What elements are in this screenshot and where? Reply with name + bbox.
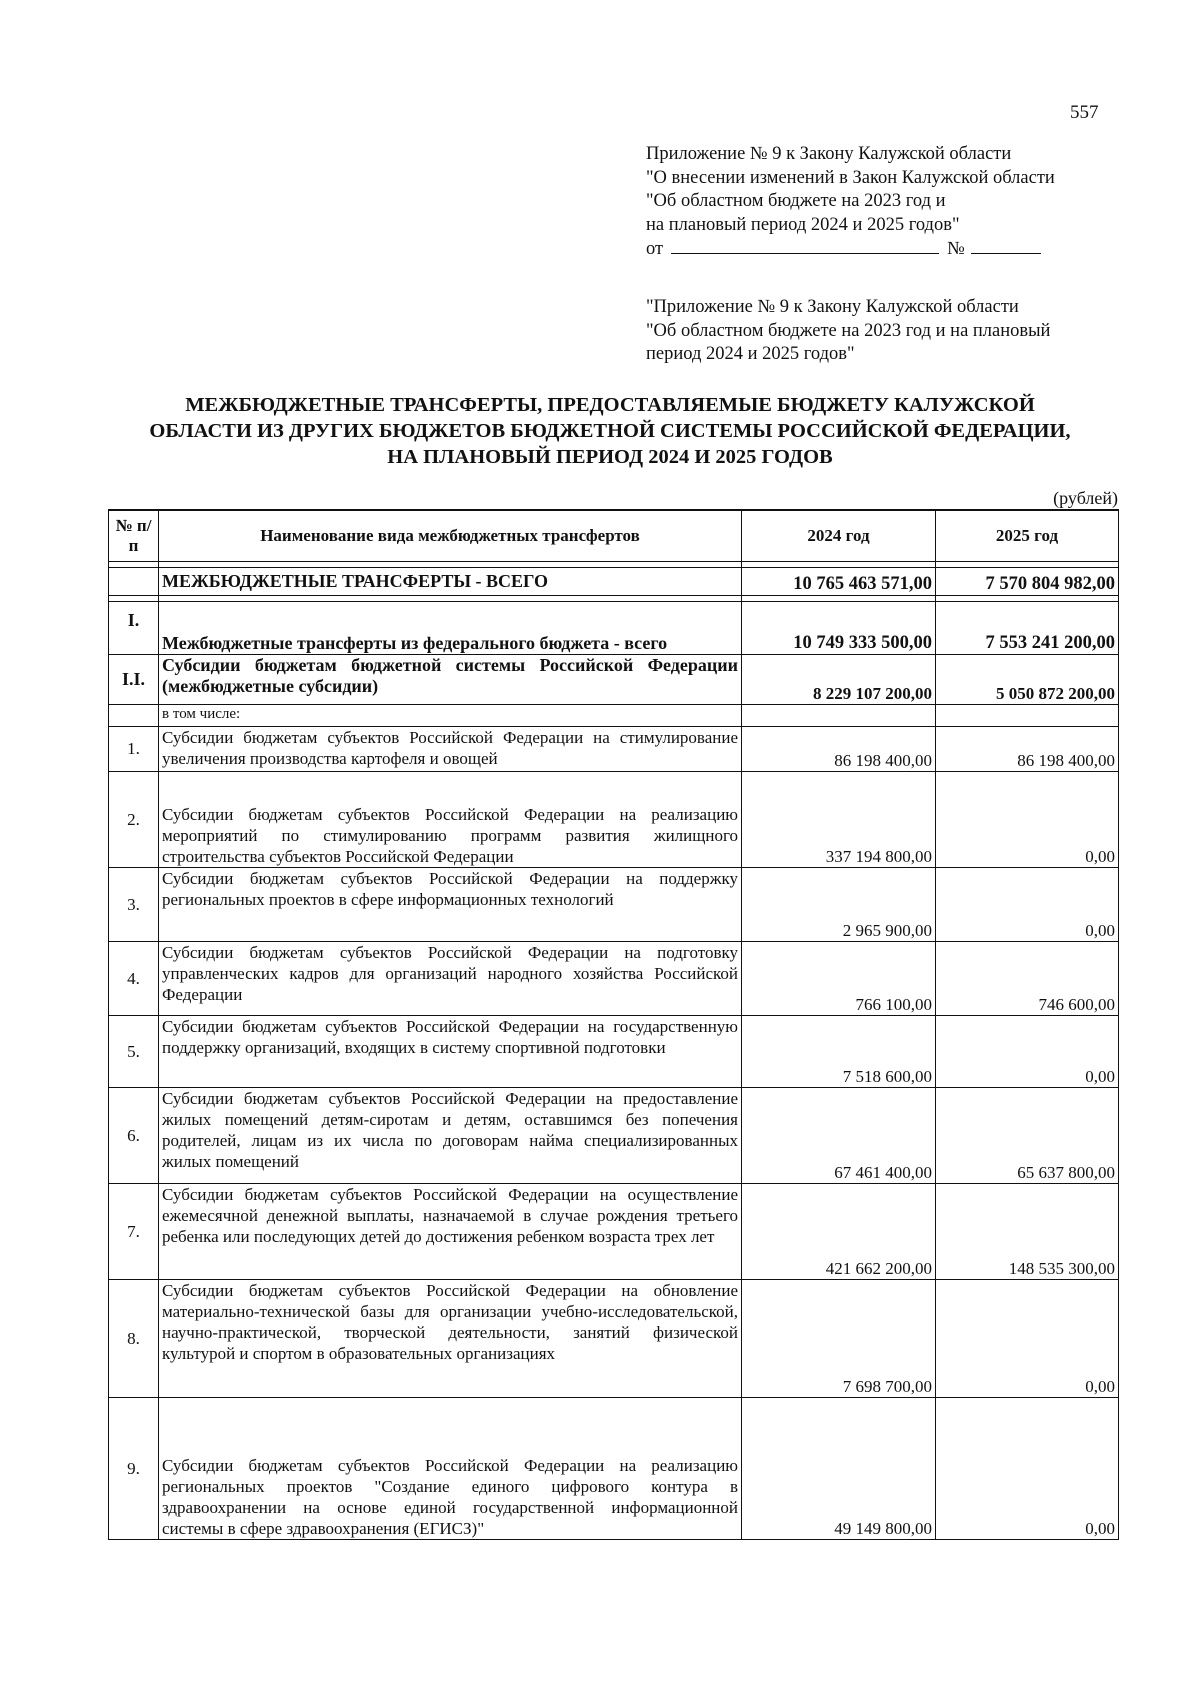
date-blank — [671, 237, 939, 254]
row-name: Субсидии бюджетам субъектов Российской Федерации на реализацию мероприятий по стимулированию программ развития жилищного строительства субъектов Российской Федерации — [159, 772, 742, 868]
subsidies-2025: 5 050 872 200,00 — [936, 655, 1119, 705]
title-line: НА ПЛАНОВЫЙ ПЕРИОД 2024 И 2025 ГОДОВ — [387, 446, 833, 468]
row-num: 4. — [109, 942, 159, 1016]
row-num: 1. — [109, 727, 159, 772]
row-2025: 0,00 — [936, 868, 1119, 942]
document-title — [100, 392, 1120, 470]
header-name: Наименование вида межбюджетных трансфертов — [159, 510, 742, 562]
row-num: 3. — [109, 868, 159, 942]
table-row — [109, 727, 1119, 772]
row-num: 8. — [109, 1280, 159, 1398]
row-name: Субсидии бюджетам субъектов Российской Федерации на подготовку управленческих кадров для организаций народного хозяйства Российской Федерации — [159, 942, 742, 1016]
row-2024: 2 965 900,00 — [742, 868, 936, 942]
number-prefix: № — [947, 239, 965, 259]
federal-2025: 7 553 241 200,00 — [936, 602, 1119, 655]
title-line: МЕЖБЮДЖЕТНЫЕ ТРАНСФЕРТЫ, ПРЕДОСТАВЛЯЕМЫЕ БЮДЖЕТУ КАЛУЖСКОЙ — [185, 394, 1035, 416]
appendix-original — [646, 296, 1050, 367]
row-num: 9. — [109, 1398, 159, 1540]
row-name: Субсидии бюджетам субъектов Российской Федерации на поддержку региональных проектов в сфере информационных технологий — [159, 868, 742, 942]
row-2024: 86 198 400,00 — [742, 727, 936, 772]
units-label: (рублей) — [1053, 488, 1118, 508]
appendix-line: "Об областном бюджете на 2023 год и — [646, 191, 946, 211]
row-name: Субсидии бюджетам субъектов Российской Федерации на государственную поддержку организаций, входящих в систему спортивной подготовки — [159, 1016, 742, 1088]
table-row — [109, 1184, 1119, 1280]
table-row — [109, 868, 1119, 942]
federal-name: Межбюджетные трансферты из федерального бюджета - всего — [159, 602, 742, 655]
row-num: 6. — [109, 1088, 159, 1184]
number-blank — [971, 237, 1041, 254]
row-2024: 49 149 800,00 — [742, 1398, 936, 1540]
table-row — [109, 1398, 1119, 1540]
appendix-line: "Об областном бюджете на 2023 год и на плановый — [646, 320, 1051, 341]
total-2024: 10 765 463 571,00 — [742, 568, 936, 596]
row-2024: 7 518 600,00 — [742, 1016, 936, 1088]
header-num: № п/п — [109, 510, 159, 562]
row-2025: 0,00 — [936, 1016, 1119, 1088]
row-name: Субсидии бюджетам субъектов Российской Федерации на обновление материально-технической базы для организации учебно-исследовательской, научно-практической, творческой деятельности, занятий физической культурой и спортом в образовательных организациях — [159, 1280, 742, 1398]
total-num — [109, 568, 159, 596]
appendix-date-line — [646, 237, 1055, 262]
total-2025: 7 570 804 982,00 — [936, 568, 1119, 596]
row-name: Субсидии бюджетам субъектов Российской Федерации на реализацию региональных проектов "Создание единого цифрового контура в здравоохранении на основе единой государственной информационной системы в сфере здравоохранения (ЕГИСЗ)" — [159, 1398, 742, 1540]
federal-num: I. — [109, 602, 159, 655]
appendix-line: период 2024 и 2025 годов" — [646, 344, 855, 364]
table-row — [109, 1088, 1119, 1184]
subsidies-num: I.I. — [109, 655, 159, 705]
row-2024: 766 100,00 — [742, 942, 936, 1016]
row-num: 5. — [109, 1016, 159, 1088]
header-2025: 2025 год — [936, 510, 1119, 562]
subsidies-2024: 8 229 107 200,00 — [742, 655, 936, 705]
row-2024: 337 194 800,00 — [742, 772, 936, 868]
row-2024: 7 698 700,00 — [742, 1280, 936, 1398]
table-row — [109, 942, 1119, 1016]
row-2025: 86 198 400,00 — [936, 727, 1119, 772]
row-2025: 148 535 300,00 — [936, 1184, 1119, 1280]
table-header-row — [109, 510, 1119, 562]
row-num: 7. — [109, 1184, 159, 1280]
row-name: Субсидии бюджетам субъектов Российской Федерации на осуществление ежемесячной денежной выплаты, назначаемой в случае рождения третьего ребенка или последующих детей до достижения ребенком возраста трех лет — [159, 1184, 742, 1280]
appendix-line: Приложение № 9 к Закону Калужской области — [646, 144, 1012, 164]
row-2024: 67 461 400,00 — [742, 1088, 936, 1184]
row-2025: 746 600,00 — [936, 942, 1119, 1016]
table-row — [109, 1016, 1119, 1088]
transfers-table — [108, 509, 1119, 1540]
row-2025: 0,00 — [936, 772, 1119, 868]
row-num: 2. — [109, 772, 159, 868]
row-2025: 0,00 — [936, 1280, 1119, 1398]
appendix-line: на плановый период 2024 и 2025 годов" — [646, 214, 960, 235]
appendix-line: "О внесении изменений в Закон Калужской области — [646, 167, 1055, 188]
federal-row — [109, 602, 1119, 655]
subsidies-name: Субсидии бюджетам бюджетной системы Российской Федерации (межбюджетные субсидии) — [159, 655, 742, 705]
subsidies-row — [109, 655, 1119, 705]
including-row — [109, 705, 1119, 727]
total-name: МЕЖБЮДЖЕТНЫЕ ТРАНСФЕРТЫ - ВСЕГО — [159, 568, 742, 596]
row-2025: 0,00 — [936, 1398, 1119, 1540]
row-2024: 421 662 200,00 — [742, 1184, 936, 1280]
table-row — [109, 1280, 1119, 1398]
title-line: ОБЛАСТИ ИЗ ДРУГИХ БЮДЖЕТОВ БЮДЖЕТНОЙ СИСТЕМЫ РОССИЙСКОЙ ФЕДЕРАЦИИ, — [149, 420, 1071, 442]
table-row — [109, 772, 1119, 868]
page-number: 557 — [1070, 102, 1099, 123]
header-2024: 2024 год — [742, 510, 936, 562]
row-name: Субсидии бюджетам субъектов Российской Федерации на стимулирование увеличения производства картофеля и овощей — [159, 727, 742, 772]
total-row — [109, 568, 1119, 596]
date-prefix: от — [646, 239, 664, 259]
including-label: в том числе: — [159, 705, 742, 727]
federal-2024: 10 749 333 500,00 — [742, 602, 936, 655]
appendix-line: "Приложение № 9 к Закону Калужской области — [646, 297, 1019, 317]
row-2025: 65 637 800,00 — [936, 1088, 1119, 1184]
appendix-header — [646, 143, 1055, 262]
row-name: Субсидии бюджетам субъектов Российской Федерации на предоставление жилых помещений детям-сиротам и детям, оставшимся без попечения родителей, лицам из их числа по договорам найма специализированных жилых помещений — [159, 1088, 742, 1184]
